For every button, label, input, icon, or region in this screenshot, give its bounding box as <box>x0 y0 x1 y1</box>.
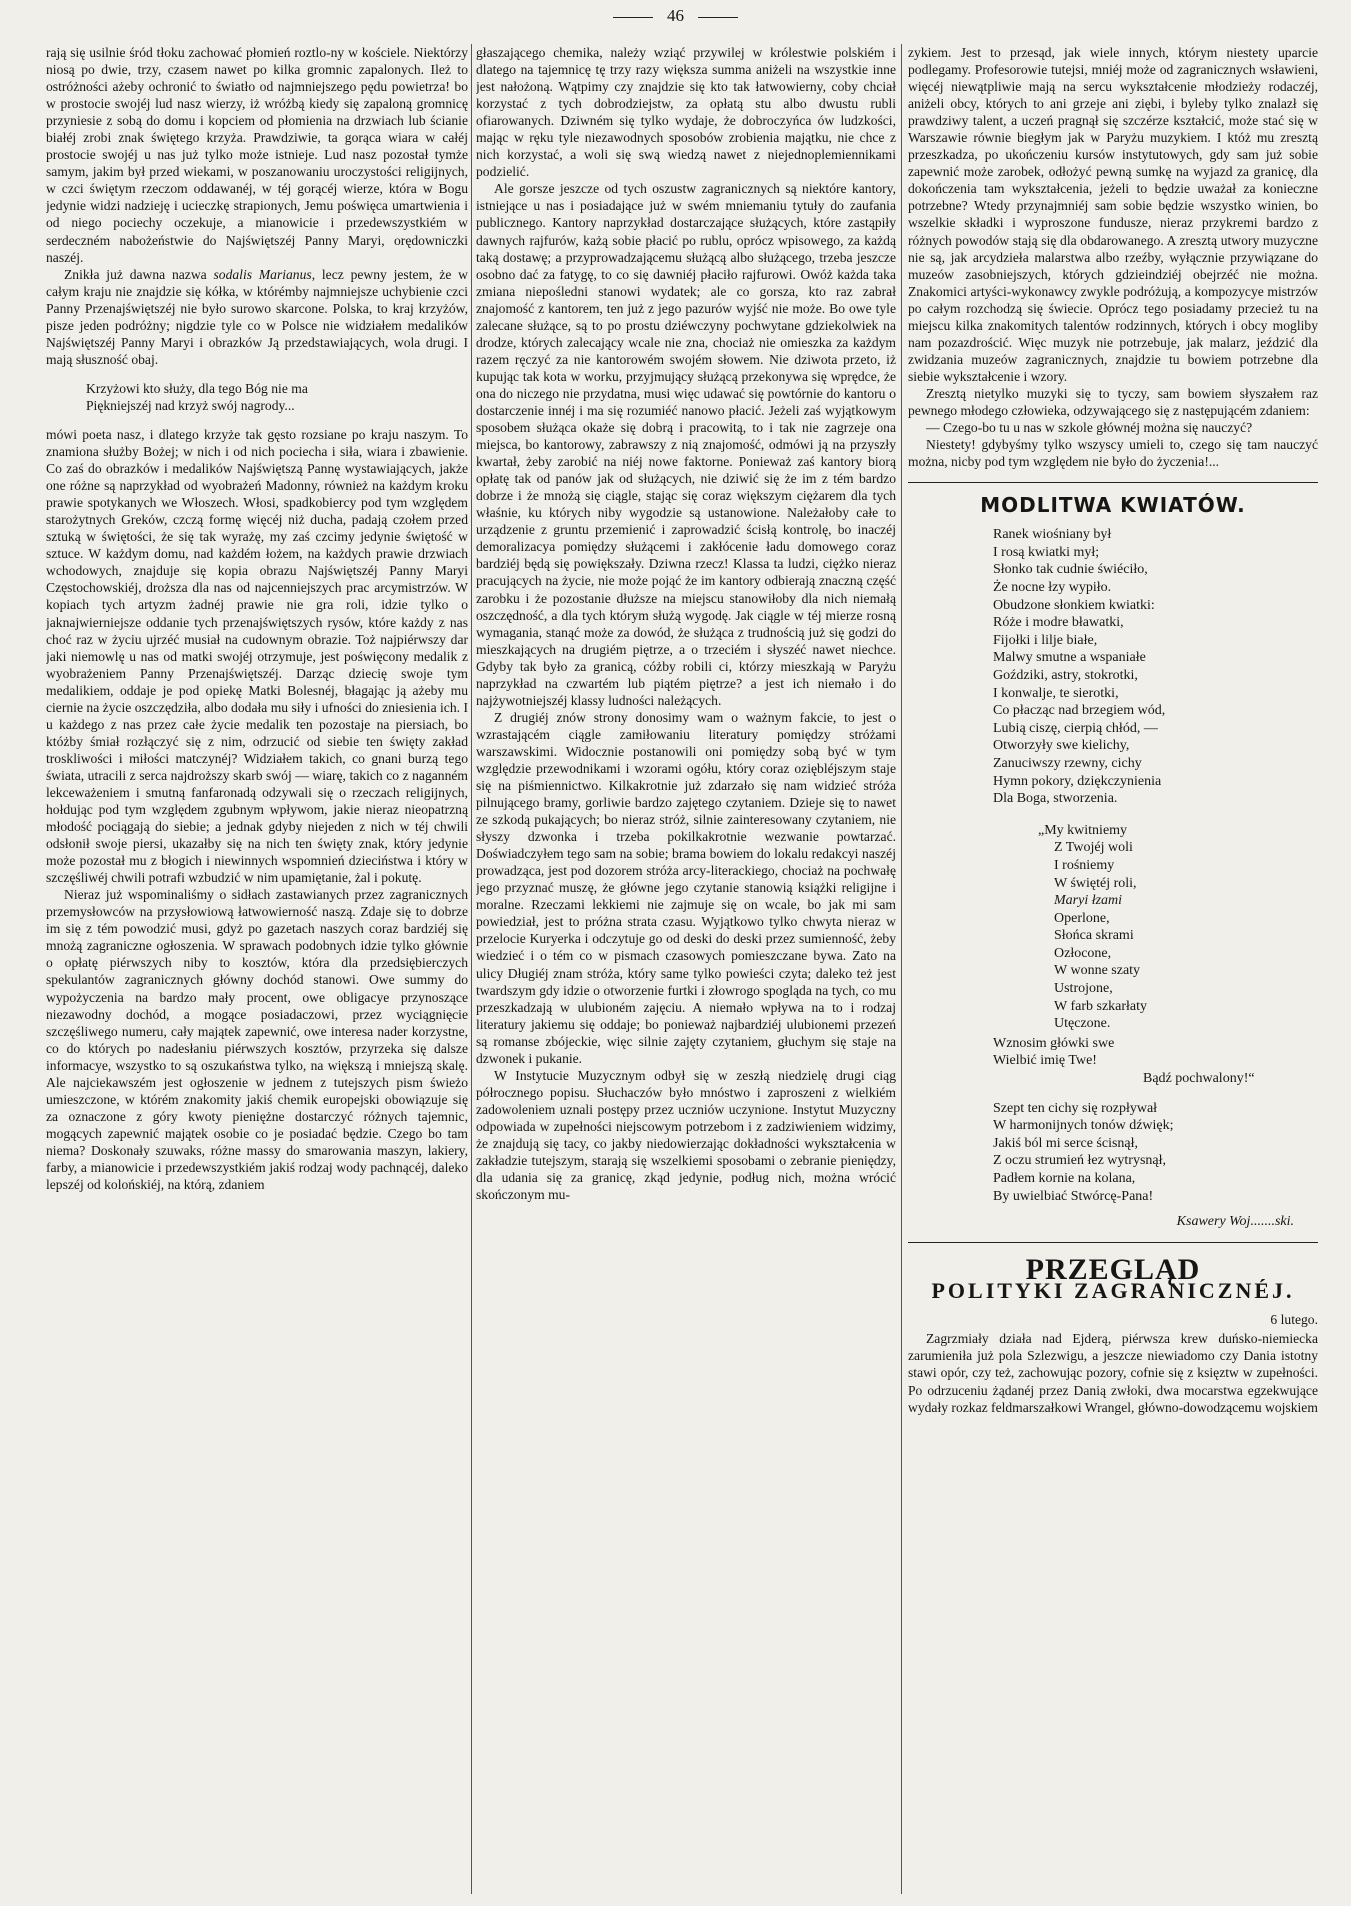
poem-line: Operlone, <box>1054 910 1110 926</box>
paragraph: Znikła już dawna nazwa sodalis Marianus, lecz pewny jestem, że w całym kraju nie znajdzie się kółka, w którémby najmniejsze uchybienie czci Panny Przenajświętszéj nie było surowo skarcone. Polska, to kraj krzyżów, pisze jeden podróżny; nigdzie tyle co w Polsce nie widziałem medalików Najświętszéj Panny Maryi i obrazków Ją przedstawiających, wola drugi. I mają słuszność obaj. <box>46 266 468 367</box>
poem-line: Róże i modre bławatki, <box>993 615 1124 631</box>
poem-line: I rośniemy <box>1054 857 1115 873</box>
paragraph: Niestety! gdybyśmy tylko wszyscy umieli to, czego się tam nauczyć można, nicby pod tym względem nie było do życzenia!... <box>908 437 1318 470</box>
poem-line: W harmonijnych tonów dźwięk; <box>993 1118 1174 1134</box>
poem-line: Lubią ciszę, cierpią chłód, — <box>993 720 1158 736</box>
poem-line: Ustrojone, <box>1054 981 1113 997</box>
section-divider <box>908 1242 1318 1243</box>
column-rule <box>471 44 472 1894</box>
poem-line: Obudzone słonkiem kwiatki: <box>993 597 1155 613</box>
column-3 <box>908 44 1318 1894</box>
verse-line: Krzyżowi kto służy, dla tego Bóg nie ma <box>86 380 308 396</box>
poem-line: Bądź pochwalony!“ <box>1143 1071 1255 1087</box>
poem-line: Wznosim główki swe <box>993 1035 1115 1051</box>
column-2 <box>476 44 896 1894</box>
poem-line: Wielbić imię Twe! <box>993 1053 1097 1069</box>
poem-line: Dla Boga, stworzenia. <box>993 791 1118 807</box>
paragraph: Zresztą nietylko muzyki się to tyczy, sam bowiem słyszałem raz pewnego młodego człowieka, odzywającego się z następującém zdaniem: <box>908 385 1318 418</box>
column-1 <box>46 44 468 1894</box>
paragraph: rają się usilnie śród tłoku zachować płomień roztlo-ny w kościele. Niektórzy niosą po dwie, trzy, czasem nawet po kilka gromnic zapalonych. Ileż to ostróżności ażeby ochronić to światło od najmniejszego pędu powietrza! bo w prostocie swojéj lud nasz wierzy, iż wróżbą kiedy się zapaloną gromnicę przyniesie z sobą do domu i kopciem od płomienia na drzwiach lub ścianie białéj zrobi znak świętego krzyża. Prawdziwie, ta gorąca wiara w całéj prostocie swojéj u nas już tylko może istnieje. Lud nasz pozostał tymże samym, jakim był przed wiekami, w poszanowaniu uroczystości religijnych, w czci świętym rzeczom oddawanéj, w téj gorącéj wierze, która w Bogu jedynie widzi nadzieję i ucieczkę strapionych, Jemu poświęca umartwienia i od niego pociechy oczekuje, a mianowicie i przedewszystkiém w serdeczném nabożeństwie do Najświętszéj Panny Maryi, orędowniczki naszéj. <box>46 45 468 265</box>
poem-line: Fijołki i lilje białe, <box>993 632 1098 648</box>
poem-line: Hymn pokory, dziękczynienia <box>993 773 1162 789</box>
poem-line: Utęczone. <box>1054 1016 1111 1032</box>
poem-stanza <box>993 526 1318 808</box>
poem-line: I rosą kwiatki mył; <box>993 544 1100 560</box>
paragraph: Z drugiéj znów strony donosimy wam o ważnym fakcie, to jest o wzrastającém ciągle zamiłowaniu literatury pomiędzy stróżami warszawskimi. Widocznie postanowili oni pomiędzy sobą być w tym względzie przewodnikami i wzorami ogółu, który coraz oziębléjszym staje się na piśmiennictwo. Kilkakrotnie już zdarzało się nam widzieć stróża pilnującego bramy, gorliwie bardzo zajętego czytaniem. Dzieje się to nawet ze szkodą pukających; bo nieraz stróż, silnie zainteresowany czytaniem, nie słyszy dzwonka i trzeba pokilkakrotnie wezwanie powtarzać. Doświadczyłem tego sam na sobie; brama bowiem do lokalu redakcyi naszéj prowadząca, jest pod dozorem stróża arcy-literackiego, chociaż na pochwałę jego przyznać muszę, że główne jego czytanie stanowią książki religijne i moralne. Rzeczami lekkiemi nie zajmuje się on wcale, bo jak mi sam powiedział, jest to próżna strata czasu. Wyjątkowo tylko chwyta nieraz w przelocie Kuryerka i odczytuje go od deski do deski przez sumienność, żeby wiedzieć i o tém co w pismach czasowych pomieszczane bywa. Zato na ulicy Długiéj znam stróża, który same tylko powieści czyta; daleko też jest twardszym gdy idzie o otworzenie furtki i złowrogo spogląda na tych, co mu przeszkadzają w ulubioném zajęciu. A niemało wpływa na to i rodzaj literatury jakiemu się oddaje; bo ponieważ najbardziéj ulubionemi przezeń są romanse zbójeckie, więc silnie zajęty czytaniem, głuchym się staje na dzwonek i pukanie. <box>476 709 896 1066</box>
dateline: 6 lutego. <box>1270 1312 1318 1328</box>
poem-line: Maryi łzami <box>1054 893 1123 909</box>
paragraph: zykiem. Jest to przesąd, jak wiele innych, którym niestety uparcie podlegamy. Profesorowie tutejsi, mniéj może od zagranicznych wsławieni, więcéj niewątpliwie mają na sercu wykształcenie młodzieży rodaczéj, aniżeli obcy, których to ani grzeje ani ziębi, i byleby tylko znalazł się prawdziwy talent, a uczeń pragnął się szczérze kształcić, może stać się w Warszawie równie biegłym jak w Paryżu muzykiem. I któż mu zresztą przeszkadza, po ukończeniu kursów instytutowych, gdy sam już sobie zapewnić może zarobek, odłożyć pewną sumkę na wyjazd za granicę, dla dokończenia tam wykształcenia, jeżeli to będzie uważał za konieczne potrzebne? Wtedy przynajmniéj sam sobie będzie wszystko winien, bo wszelkie składki i wyproszone fundusze, nieraz przykremi bardzo z różnych powodów stają się dla obdarowanego. A zresztą utwory muzyczne nie są, jak arcydzieła malarstwa albo rzeźby, wyłącznie przywiązane do muzeów zasobniejszych, których gdzieindziéj obejrzéć nie można. Znakomici artyści-wykonawcy zwykle podróżują, a kompozycye mistrzów po całym rozchodzą się świecie. Oprócz tego posiadamy przecież tu na miejscu kilka znakomitych talentów rodzinnych, których i obcy mogliby nam pozazdrościć. Więc muzyk nie potrzebuje, jak malarz, jeździć dla zwidzania muzeów zagranicznych, znajdzie tu bowiem potrzebne dla siebie wykształcenie i wzory. <box>908 45 1318 384</box>
poem-line: By uwielbiać Stwórcę-Pana! <box>993 1188 1154 1204</box>
poem-line: Słonko tak cudnie świéciło, <box>993 562 1148 578</box>
paragraph: W Instytucie Muzycznym odbył się w zeszłą niedzielę drugi ciąg półrocznego popisu. Słuchaczów było mnóstwo i zaproszeni z wielkiém zadowoleniem uznali postępy przez uczniów uczynione. Instytut Muzyczny odpowiada w zupełności niejscowym potrzebom i z zadziwieniem widzimy, że znajdują się tacy, co jakby niedowierzając dokładności wykształcenia w zakładzie tutejszym, starają się wszelkiemi sposobami o zebranie pieniędzy, dla udania się za granicę, zkąd jedynie, podług nich, można wrócić skończonym mu- <box>476 1067 896 1203</box>
poem-stanza <box>1038 822 1318 1033</box>
poem-line: W świętéj roli, <box>1054 875 1137 891</box>
section-subtitle: POLITYKI ZAGRANICZNÉJ. <box>931 1278 1295 1304</box>
poem-line: Z oczu strumień łez wytrysnął, <box>993 1153 1167 1169</box>
paragraph: głaszającego chemika, należy wziąć przywilej w królestwie polskiém i dlatego na tajemnicę tę trzy razy większa summa aniżeli na wszystkie inne jest nałożoną. Wątpimy czy znajdzie się kto tak łatwowierny, coby chciał korzystać z tych dobrodziejstw, za opłatą stu albo dwustu rubli ofiarowanych. Dziwném się tylko wydaje, że dobroczyńca ów ludzkości, mając w ręku tyle niezawodnych sposobów zrobienia majątku, nie chce z nich korzystać, a woli się swą wiedzą nawet z niejednoplemiennikami podzielić. <box>476 45 896 180</box>
poem-line: Goździki, astry, stokrotki, <box>993 667 1138 683</box>
poem-signature: Ksawery Woj.......ski. <box>1176 1214 1294 1230</box>
paragraph: — Czego-bo tu u nas w szkole głównéj można się nauczyć? <box>926 420 1253 436</box>
poem <box>993 526 1318 1205</box>
poem-line: W wonne szaty <box>1054 963 1141 979</box>
poem-stanza <box>993 1035 1318 1088</box>
poem-line: Jakiś ból mi serce ścisnął, <box>993 1135 1139 1151</box>
poem-title: MODLITWA KWIATÓW. <box>980 493 1246 518</box>
poem-line: I konwalje, te sierotki, <box>993 685 1119 701</box>
poem-line: Że nocne łzy wypiło. <box>993 580 1112 595</box>
poem-line: Słońca skrami <box>1054 928 1134 944</box>
verse-quote <box>86 380 468 414</box>
poem-line: Z Twojéj woli <box>1054 840 1133 856</box>
paragraph: Ale gorsze jeszcze od tych oszustw zagranicznych są niektóre kantory, istniejące u nas i posiadające już w swém mniemaniu tytuły do zaufania publicznego. Kantory naprzykład dostarczające służących, które zastąpiły dawnych rajfurów, każą sobie płacić po rublu, oprócz wpisowego, za każdą taką dostawę; a przyprowadzającemu służącą albo służącego, trzeba jeszcze osobno dać za fatygę, to co się dawniéj płaciło rajfurowi. Owóż każda taka zmiana niepośledni stanowi wydatek; ale co gorsza, kto raz zabrał znajomość z kantorem, ten już z jego pazurów wyjść nie może. Bo owe tyle zalecane służące, są to po prostu dziéwczyny pochwytane gdziekolwiek na drodze, których zalecający wcale nie zna, chociaż nie omieszka za każdym razem ręczyć za nie kantorowém swojém słowem. Nie dziwota przeto, iż kupując tak kota w worku, przyjmujący służącą przekonywa się wprędce, że ona do niczego nie przydatna, musi więc udawać się powtórnie do kantoru o dostarczenie innéj i ma się rozumiéć nanowo płacić. Jeżeli zaś wyjątkowym sposobem służąca okaże się dobrą i pracowitą, to i tak nie zagrzeje ona miejsca, bo kantorowy, zabrawszy z nią znajomość, odmówi ją na przyszły kwartał, żeby zarobić na niéj nowe faktorne. Ponieważ zaś kantory biorą opłatę tak od panów jak od służących, nie dziwić się że im z tém bardzo dobrze i że mnożą się ciągle, stając się coraz większym ciężarem dla tych właśnie, ku których niby wygodzie są ustanowione. Należałoby całe to urządzenie z gruntu przemienić i zaprowadzić ścisłą kontrolę, bo inaczéj demoralizacya pomiędzy służącemi i zakłócenie ładu domowego coraz bardziéj będą się powiększały. Dziwna rzecz! Klassa ta ludzi, ciężko nieraz pracujących na życie, nie może pojąć że im kantory odbierają znaczną część zarobku i że pozostanie dłuższe na miejscu stanowiłoby dla nich niemałą oszczędność, a dla tych którym służą wygodę. Jak ciągle w téj mierze rosną wymagania, stanąć może za dowód, że służąca z trudnością już się godzi do mieszkających na drugiém piętrze, a o trzeciém i słyszéć nawet niechce. Gdyby tak było za granicą, cóżby robili ci, którzy mieszkają w Paryżu naprzykład na czwartém lub piątém piętrze? a jest ich niemało i do najżywotniejszéj klassy ludności należących. <box>476 181 896 708</box>
poem-line: Zanuciwszy rzewny, cichy <box>993 755 1142 771</box>
poem-line: Padłem kornie na kolana, <box>993 1171 1136 1186</box>
poem-stanza <box>993 1100 1318 1206</box>
poem-line: Co płacząc nad brzegiem wód, <box>993 703 1166 719</box>
verse-line: Piękniejszéj nad krzyż swój nagrody... <box>86 397 295 413</box>
poem-line: Szept ten cichy się rozpływał <box>993 1100 1158 1116</box>
column-rule <box>901 44 902 1894</box>
poem-line: W farb szkarłaty <box>1054 998 1148 1014</box>
poem-line: Ozłocone, <box>1054 945 1112 961</box>
section-divider <box>908 482 1318 483</box>
page-number: 46 <box>0 6 1351 26</box>
paragraph: Nieraz już wspominaliśmy o sidłach zastawianych przez zagranicznych przemysłowców na przysłowiową łatwowierność naszą. Zdaje się to dobrze im się z tém powodzić musi, gdyż po gazetach naszych coraz bardziéj się mnożą zagraniczne ogłoszenia. W sprawach podobnych idzie tylko głównie o opłatę piérwszych niby to kosztów, która dla przedsiębierczych spekulantów zagranicznych główny dochód stanowi. Owe summy do wypożyczenia na bardzo mały procent, owe obligacye przynoszące niezawodny dochód, a mogące posiadaczowi, przez wyciągnięcie szczęśliwego numeru, cały majątek zapewnić, owe interesa nader korzystne, co do których po nadesłaniu piérwszych kosztów, przyrzeka się dalsze informacye, wszystko to są oszukaństwa tylko, na większą i mniejszą skalę. Ale najciekawszém jest ogłoszenie w jednem z tutejszych pism świeżo umieszczone, w którém znakomity jakiś chemik europejski obowiązuje się za oznaczone z góry kwoty pieniężne dostarczyć różnych tajemnic, mogących zapewnić majątek osobie co je posiadać będzie. Czego bo tam niema? Doskonały szuwaks, różne massy do smarowania maszyn, lakiery, farby, a mianowicie i przedewszystkiém jakiś rodzaj wody pachnącéj, daleko lepszéj od kolońskiéj, na którą, zdaniem <box>46 887 468 1193</box>
poem-line: „My kwitniemy <box>1038 822 1128 838</box>
poem-line: Ranek wiośniany był <box>993 527 1112 543</box>
paragraph: mówi poeta nasz, i dlatego krzyże tak gęsto rozsiane po kraju naszym. To znamiona służby Bożej; w nich i od nich pociecha i siła, wiara i zbawienie. Co zaś do obrazków i medalików Najświętszą Pannę wystawiających, jakże one różne są naprzykład od wyobrażeń Madonny, również na każdym kroku prawie spotykanych we Włoszech. Włosi, spadkobiercy pod tym względem starożytnych Greków, czczą formę więcéj niż ducha, padają czołem przed sztuką w świętości, że się tak wyrażę, my zaś czcimy jedynie świętość w sztuce. W każdym domu, nad każdém łożem, na każdych prawie drzwiach wchodowych, znajduje się kopia obrazu Najświętszéj Panny Maryi Częstochowskiéj, droższa dla nas od najcenniejszych prac arcymistrzów. W kopiach tych artyzm żadnéj prawie nie gra roli, idzie tylko o jaknajwierniejsze oddanie tych przenajświętszych rysów, które każdy z nas choć raz w życiu ujrzéć musiał na cudownym obrazie. Toż najpiérwszy dar jaki niemowlę u nas od matki swojéj otrzymuje, jest poświęcony medalik z wyobrażeniem Panny Przenajświętszéj. Darząc dziecię swoje tym medalikiem, oddaje je pod opiekę Matki Bolesnéj, błagając ją ażeby mu ciernie na życie oszczędziła, albo dodała mu siły i ufności do zniesienia ich. I u każdego z nas przez całe życie medalik ten pozostaje na piersiach, bo któżby śmiał rozłączyć się z nim, odrzucić od siebie ten święty zakład troskliwości i miłości matczynéj? Widziałem takich, co gnani burzą tego świata, utracili z serca najdroższy skarb swój — wiarę, takich co z naganném lekceważeniem i smutną fanfaronadą odzywali się o rzeczach religijnych, hołdując pod tym względem zgubnym wpływom, jakie nieraz nieopatrzną młodość pociągają do siebie; a jednak gdyby niejeden z nich w téj chwili odsłonił swoje piersi, ukazałby się na nich ten święty znak, który jedynie może pozostał mu z błogich i niewinnych wspomnień dzieciństwa i który w szczęśliwéj chwili potrafi wzbudzić w nim upamiętanie, żal i pokutę. <box>46 426 468 886</box>
poem-line: Otworzyły swe kielichy, <box>993 738 1130 754</box>
section-title: PRZEGLĄD <box>1025 1253 1201 1287</box>
poem-line: Malwy smutne a wspaniałe <box>993 650 1146 666</box>
paragraph: Zagrzmiały działa nad Ejderą, piérwsza krew duńsko-niemiecka zarumieniła już pola Szlezwigu, a jeszcze niewiadomo czy Dania istotny stawi opór, czy też, zachowując pozory, cofnie się z księztw w zupełności. Po odrzuceniu żądanéj przez Danią zwłoki, dwa mocarstwa egzekwujące wydały rozkaz feldmarszałkowi Wrangel, główno-dowodzącemu wojskiem <box>908 1331 1318 1415</box>
